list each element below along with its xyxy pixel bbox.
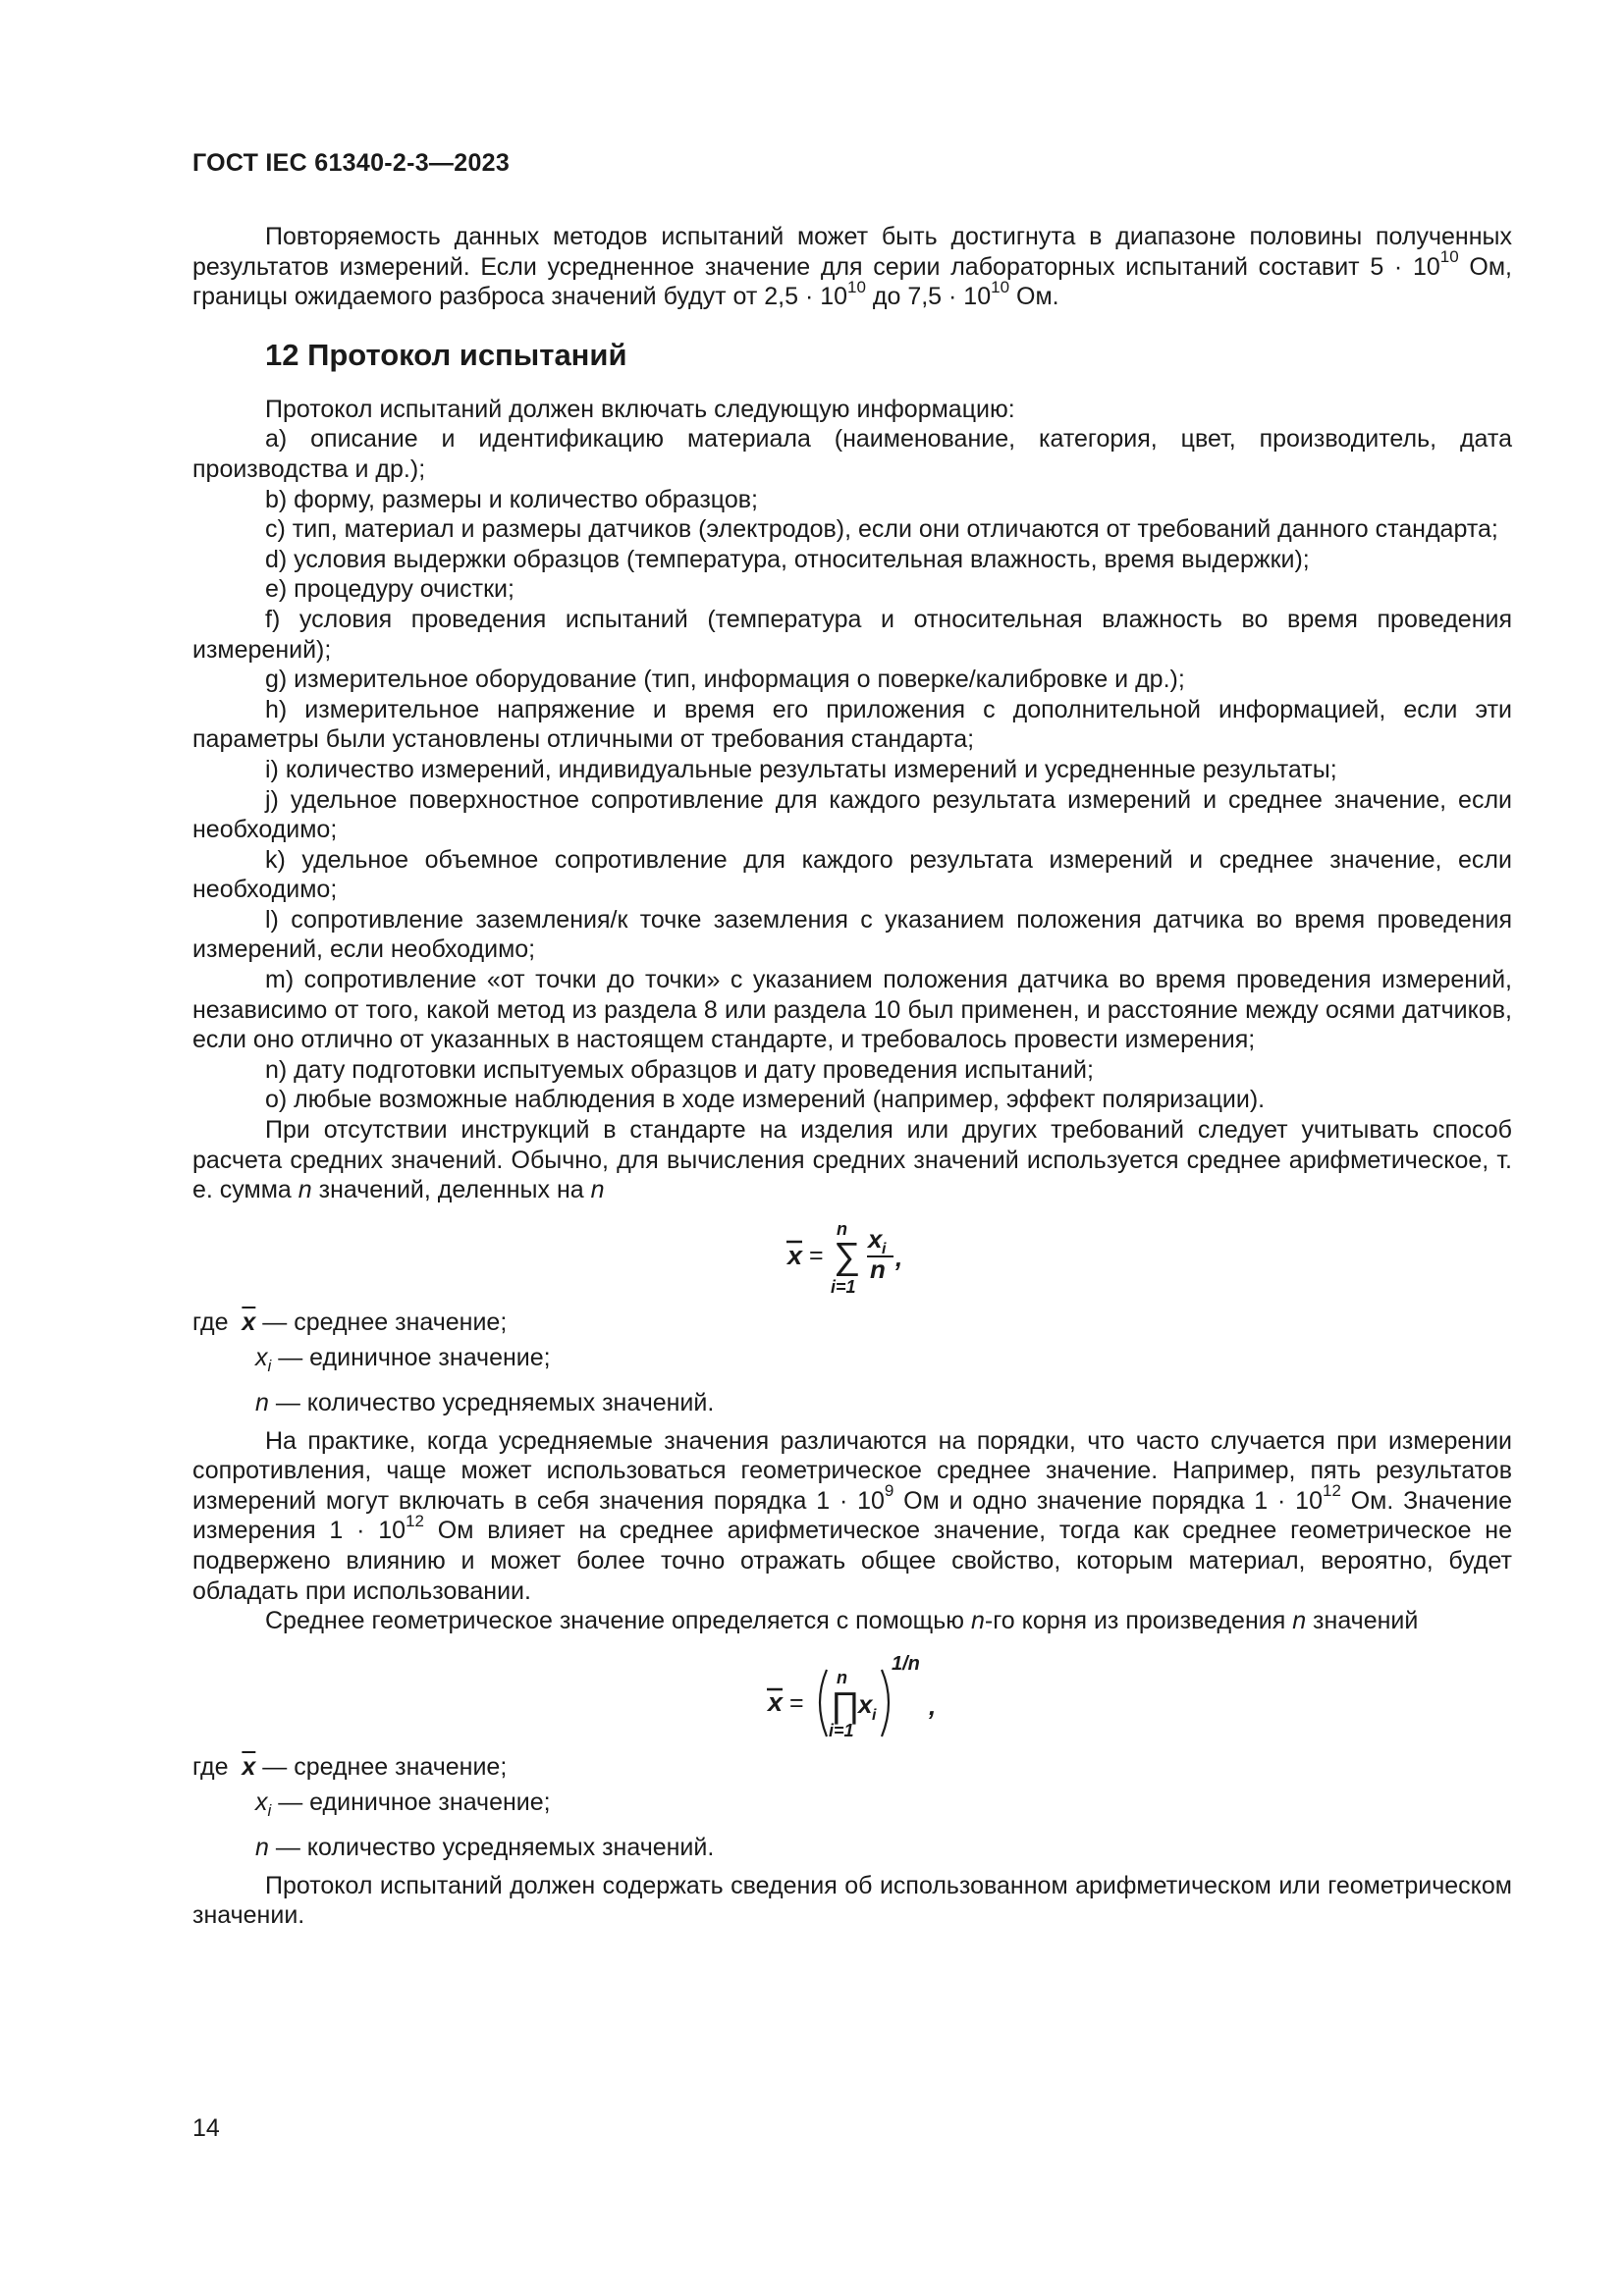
- where-block-2-line-3: [192, 1833, 1512, 1863]
- left-paren: [820, 1670, 827, 1736]
- superscript: 12: [406, 1512, 424, 1531]
- where-block-1-line-2: [192, 1343, 1512, 1382]
- closing-paragraph: Протокол испытаний должен содержать сведения об использованном арифметическом или геометрическом значении.: [192, 1871, 1512, 1930]
- list-item-i: i) количество измерений, индивидуальные результаты измерений и усредненные результаты;: [265, 755, 1337, 783]
- where-block-1-line-3: [192, 1388, 1512, 1418]
- math-n: n: [590, 1176, 605, 1204]
- math-n: n: [1292, 1607, 1307, 1635]
- superscript: 10: [1439, 247, 1459, 267]
- xi-symbol: x: [255, 1344, 268, 1372]
- geometric-mean-formula: [192, 1646, 1512, 1744]
- xbar-symbol: $\overline{x}$: [242, 1752, 256, 1781]
- math-n: n: [970, 1607, 985, 1635]
- list-item-g: g) измерительное оборудование (тип, информация о поверке/калибровке и др.);: [265, 666, 1185, 694]
- term-subscript: i: [872, 1706, 877, 1724]
- n-definition: — количество усредняемых значений.: [268, 1389, 715, 1416]
- where-block-2-line-2: [192, 1788, 1512, 1827]
- xi-definition: — единичное значение;: [271, 1789, 551, 1817]
- text-run: Ом.: [1009, 283, 1059, 311]
- geometric-mean-paragraph: [192, 1426, 1512, 1607]
- arithmetic-mean-svg: [784, 1215, 921, 1300]
- page-number: 14: [192, 2114, 220, 2142]
- section-heading: 12 Протокол испытаний: [265, 337, 627, 372]
- xi-symbol: x: [255, 1789, 268, 1817]
- list-item-k: k) удельное объемное сопротивление для каждого результата измерений и среднее значение, если необходимо;: [192, 845, 1512, 904]
- repeatability-paragraph: [192, 222, 1512, 312]
- xbar-symbol: $\overline{x}$: [242, 1308, 256, 1336]
- list-item-o: o) любые возможные наблюдения в ходе измерений (например, эффект поляризации).: [265, 1086, 1266, 1114]
- text-run: На практике, когда усредняемые значения различаются на порядки, что часто случается при измерении сопротивления, чаще может использоваться геометрическое среднее значение. Например, пять результатов измерений могут включать в себя значения порядка 1 · 10: [192, 1426, 1512, 1515]
- document-code-header: ГОСТ IEC 61340-2-3—2023: [192, 149, 511, 177]
- geometric-definition-paragraph: [192, 1606, 1512, 1636]
- text-run: Повторяемость данных методов испытаний может быть достигнута в диапазоне половины полученных результатов измерений. Если усредненное значение для серии лабораторных испытаний составит 5 · 10: [192, 223, 1512, 281]
- text-run: При отсутствии инструкций в стандарте на изделия или других требований следует учитывать способ расчета средних значений. Обычно, для вычисления средних значений используется среднее арифметическое, т. е. сумма: [192, 1116, 1512, 1204]
- list-item-n: n) дату подготовки испытуемых образцов и дату проведения испытаний;: [265, 1055, 1094, 1084]
- geometric-mean-svg: [764, 1646, 941, 1744]
- list-item-m: m) сопротивление «от точки до точки» с указанием положения датчика во время проведения измерений, независимо от того, какой метод из раздела 8 или раздела 10 был применен, и расстояние между осями датчиков, если оно отлично от указанных в настоящем стандарте, и требовалось провести измерения;: [192, 966, 1512, 1054]
- list-item-b: b) форму, размеры и количество образцов;: [265, 485, 758, 513]
- formula-lhs: x: [787, 1240, 803, 1270]
- section-lead: Протокол испытаний должен включать следующую информацию:: [265, 395, 1015, 423]
- product-term: x: [858, 1688, 873, 1719]
- text-run: Среднее геометрическое значение определяется с помощью: [265, 1607, 971, 1635]
- n-symbol: n: [255, 1833, 269, 1861]
- numerator-subscript: i: [882, 1240, 887, 1257]
- right-paren: [882, 1670, 889, 1736]
- formula-equals: =: [809, 1241, 824, 1269]
- math-n: n: [298, 1176, 312, 1204]
- superscript: 12: [1322, 1481, 1341, 1501]
- product-upper-limit: n: [837, 1667, 847, 1687]
- where-word: где: [192, 1308, 229, 1336]
- superscript: 9: [884, 1481, 894, 1501]
- text-run: Ом. Значение измерения 1 · 10: [192, 1486, 1512, 1545]
- fraction-denominator: n: [870, 1254, 886, 1284]
- list-item-e: e) процедуру очистки;: [265, 575, 514, 604]
- list-item-f: f) условия проведения испытаний (температура и относительная влажность во время проведения измерений);: [192, 605, 1512, 664]
- text-run: Ом и одно значение порядка 1 · 10: [893, 1486, 1323, 1515]
- superscript: 10: [847, 277, 866, 296]
- n-symbol: n: [255, 1389, 269, 1416]
- n-definition: — количество усредняемых значений.: [268, 1833, 715, 1861]
- exponent: 1/n: [892, 1652, 920, 1675]
- sum-upper-limit: n: [837, 1218, 847, 1239]
- mean-calculation-paragraph: [192, 1115, 1512, 1205]
- list-item-j: j) удельное поверхностное сопротивление для каждого результата измерений и среднее значение, если необходимо;: [192, 785, 1512, 844]
- text-run: -го корня из произведения: [984, 1607, 1293, 1635]
- text-run: значений, деленных на: [311, 1176, 591, 1204]
- xi-subscript: i: [267, 1801, 272, 1821]
- list-item-a: a) описание и идентификацию материала (наименование, категория, цвет, производитель, дата производства и др.);: [192, 425, 1512, 483]
- formula-comma: ,: [895, 1242, 903, 1272]
- xi-definition: — единичное значение;: [271, 1344, 551, 1372]
- list-item-l: l) сопротивление заземления/к точке заземления с указанием положения датчика во время проведения измерений, если необходимо;: [192, 905, 1512, 964]
- formula-equals: =: [789, 1688, 804, 1717]
- list-item-d: d) условия выдержки образцов (температура, относительная влажность, время выдержки);: [265, 545, 1310, 573]
- sum-lower-limit: i=1: [831, 1276, 856, 1297]
- text-run: Ом, границы ожидаемого разброса значений будут от 2,5 · 10: [192, 252, 1512, 311]
- fraction-numerator: x: [868, 1223, 883, 1254]
- text-run: Ом влияет на среднее арифметическое значение, тогда как среднее геометрическое не подвержено влиянию и может более точно отражать общее свойство, которым материал, вероятно, будет обладать при использовании.: [192, 1517, 1512, 1605]
- page-content: [192, 222, 1512, 1931]
- where-word: где: [192, 1752, 229, 1781]
- formula-comma: ,: [929, 1690, 937, 1721]
- arithmetic-mean-formula: [192, 1215, 1512, 1300]
- list-item-c: c) тип, материал и размеры датчиков (электродов), если они отличаются от требований данного стандарта;: [265, 515, 1498, 544]
- formula-lhs: x: [768, 1686, 784, 1717]
- xbar-definition: — среднее значение;: [255, 1752, 508, 1781]
- xi-subscript: i: [267, 1357, 272, 1376]
- xbar-definition: — среднее значение;: [255, 1308, 508, 1336]
- sigma-symbol: ∑: [834, 1235, 861, 1277]
- text-run: значений: [1306, 1607, 1419, 1635]
- text-run: до 7,5 · 10: [865, 283, 992, 311]
- superscript: 10: [991, 277, 1010, 296]
- where-block-2-line-1: [192, 1752, 1512, 1783]
- where-block-1-line-1: [192, 1308, 1512, 1338]
- product-symbol: ∏: [831, 1683, 860, 1725]
- product-lower-limit: i=1: [829, 1720, 854, 1740]
- list-item-h: h) измерительное напряжение и время его приложения с дополнительной информацией, если эти параметры были установлены отличными от требования стандарта;: [192, 695, 1512, 754]
